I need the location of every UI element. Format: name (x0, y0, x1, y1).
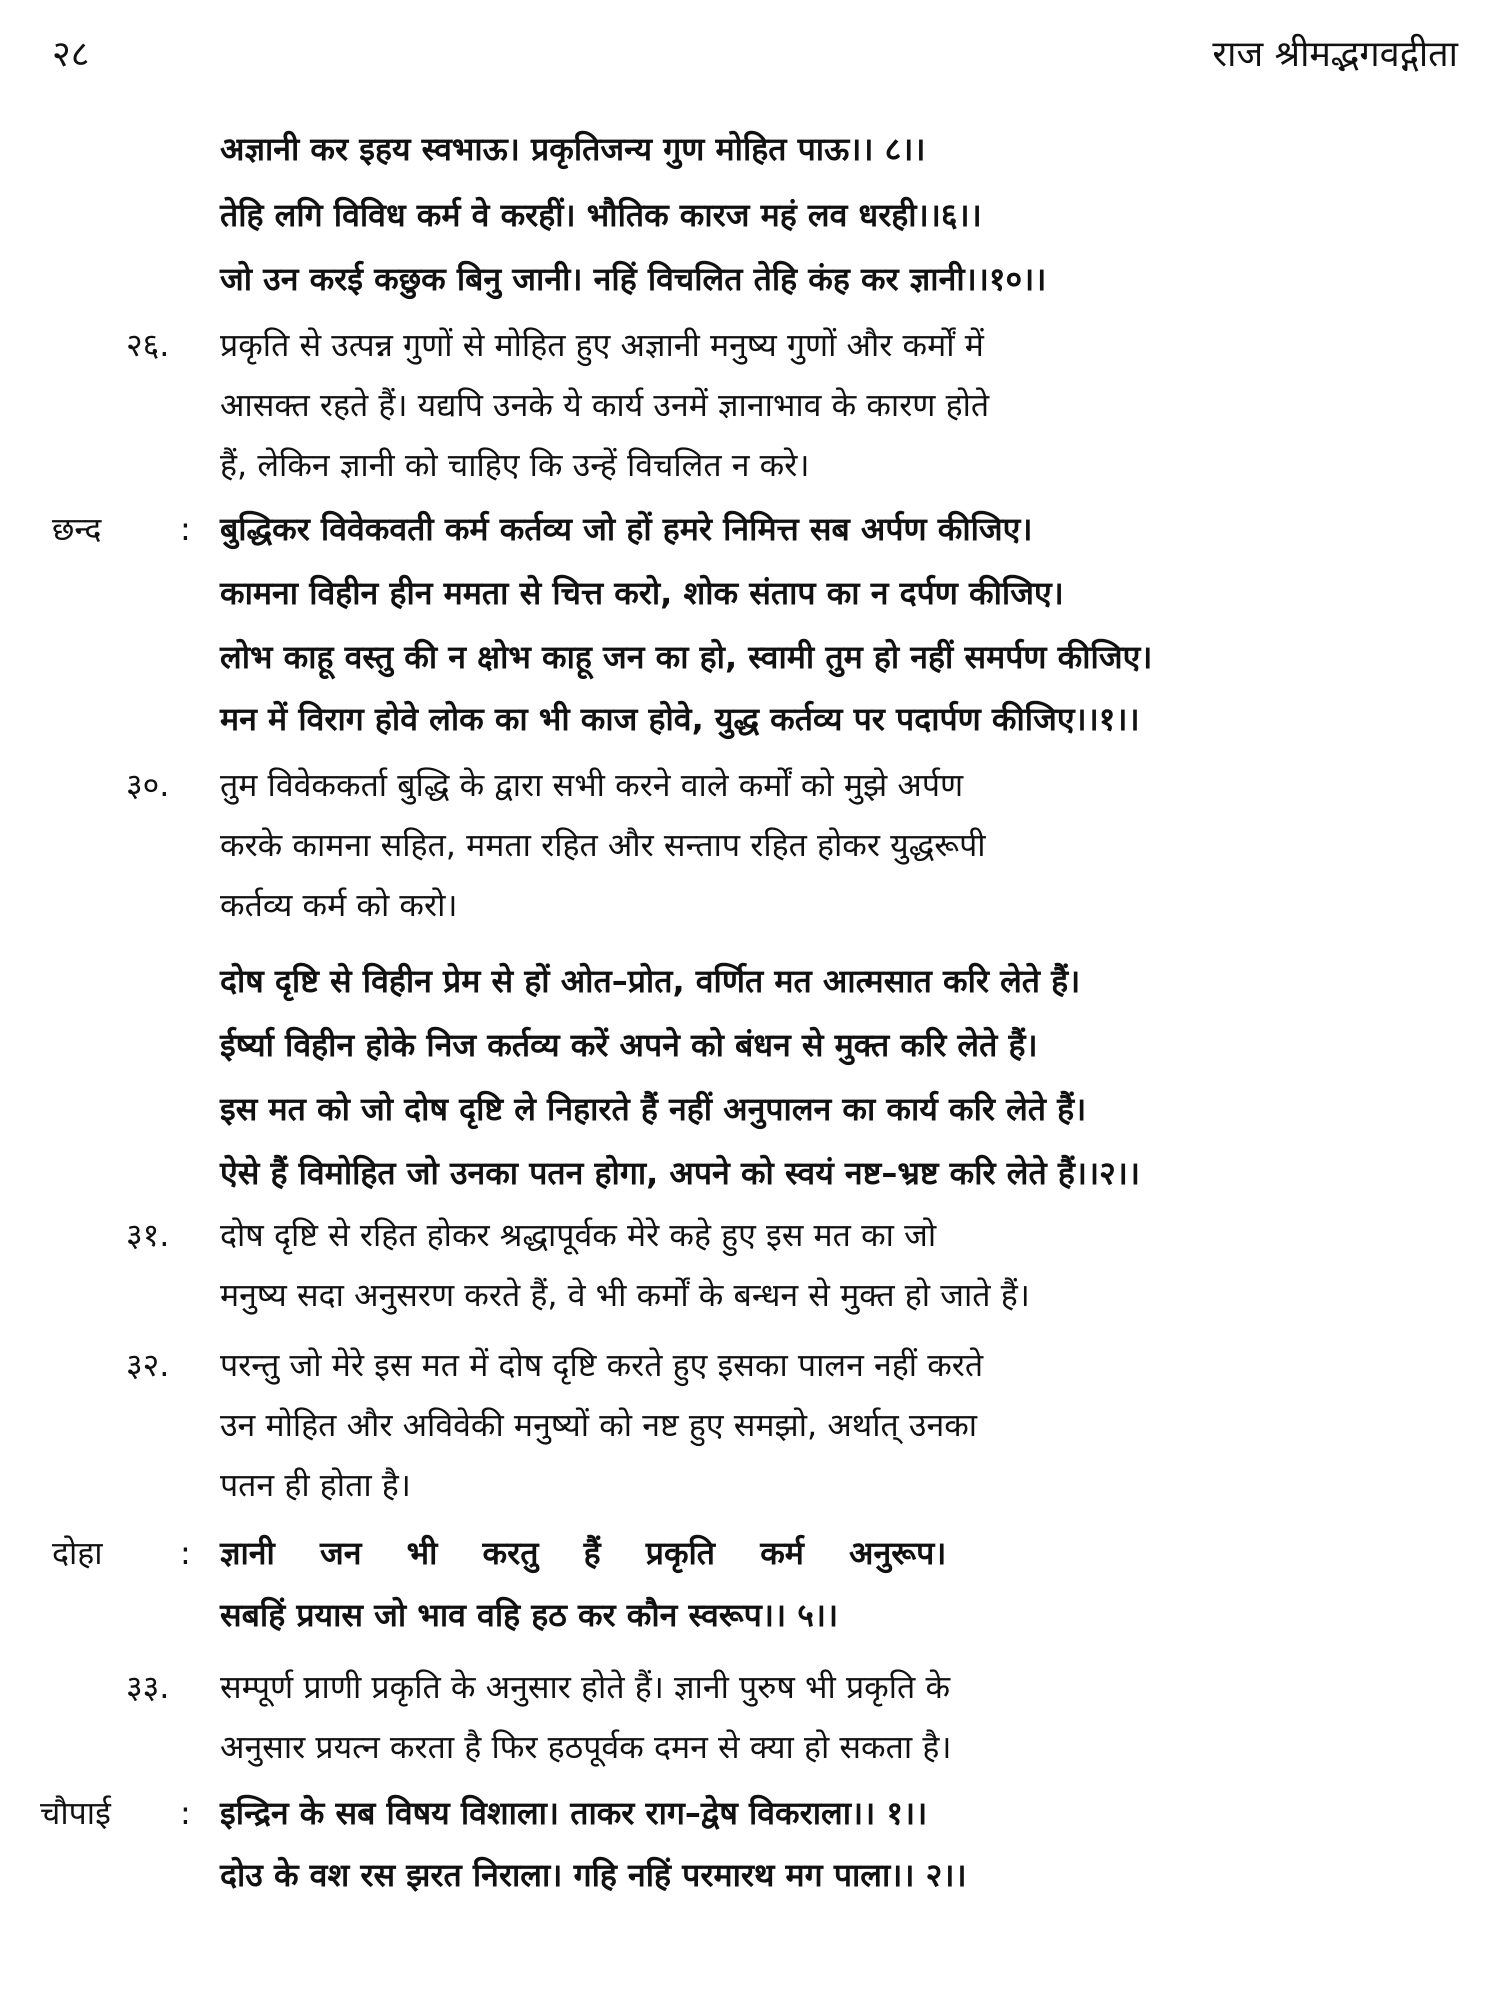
para-30-line-1: तुम विवेककर्ता बुद्धि के द्वारा सभी करने वाले कर्मों को मुझे अर्पण (220, 766, 964, 804)
para-32-line-1: परन्तु जो मेरे इस मत में दोष दृष्टि करते हुए इसका पालन नहीं करते (220, 1346, 984, 1384)
chaupai-colon: : (180, 1794, 191, 1832)
chhand2-line-1: दोष दृष्टि से विहीन प्रेम से हों ओत–प्रोत, वर्णित मत आत्मसात करि लेते हैं। (220, 962, 1081, 1000)
chhand-label: छन्द (52, 510, 102, 548)
chhand2-line-2: ईर्ष्या विहीन होके निज कर्तव्य करें अपने को बंधन से मुक्त करि लेते हैं। (220, 1026, 1038, 1064)
para-32-line-3: पतन ही होता है। (220, 1466, 411, 1504)
chaupai-line-1: इन्द्रिन के सब विषय विशाला। ताकर राग–द्वेष विकराला।। १।। (220, 1794, 928, 1832)
para-33-line-2: अनुसार प्रयत्न करता है फिर हठपूर्वक दमन से क्या हो सकता है। (220, 1728, 952, 1766)
chhand2-line-4: ऐसे हैं विमोहित जो उनका पतन होगा, अपने को स्वयं नष्ट–भ्रष्ट करि लेते हैं।।२।। (220, 1154, 1140, 1192)
para-number-29: २६. (126, 326, 170, 364)
chhand-line-1: बुद्धिकर विवेकवती कर्म कर्तव्य जो हों हमरे निमित्त सब अर्पण कीजिए। (220, 510, 1033, 548)
para-32-line-2: उन मोहित और अविवेकी मनुष्यों को नष्ट हुए समझो, अर्थात् उनका (220, 1406, 978, 1444)
page-header (52, 30, 1458, 80)
para-number-30: ३०. (126, 766, 170, 804)
page-number: २८ (52, 34, 90, 75)
para-29-line-1: प्रकृति से उत्पन्न गुणों से मोहित हुए अज्ञानी मनुष्य गुणों और कर्मों में (220, 326, 984, 364)
chhand-line-3: लोभ काहू वस्तु की न क्षोभ काहू जन का हो, स्वामी तुम हो नहीं समर्पण कीजिए। (220, 638, 1153, 676)
doha-line-1: ज्ञानी जन भी करतु हैं प्रकृति कर्म अनुरूप। (220, 1534, 947, 1572)
para-number-31: ३१. (126, 1216, 170, 1254)
verse-line-1: अज्ञानी कर इहय स्वभाऊ। प्रकृतिजन्य गुण मोहित पाऊ।। ८।। (220, 130, 926, 168)
doha-colon: : (180, 1534, 191, 1572)
chhand-line-4: मन में विराग होवे लोक का भी काज होवे, युद्ध कर्तव्य पर पदार्पण कीजिए।।१।। (220, 700, 1140, 738)
chaupai-label: चौपाई (40, 1794, 111, 1832)
verse-line-3: जो उन करई कछुक बिनु जानी। नहिं विचलित तेहि कंह कर ज्ञानी।।१०।। (220, 260, 1047, 298)
para-30-line-2: करके कामना सहित, ममता रहित और सन्ताप रहित होकर युद्धरूपी (220, 826, 986, 864)
doha-label: दोहा (52, 1534, 103, 1572)
chhand2-line-3: इस मत को जो दोष दृष्टि ले निहारते हैं नहीं अनुपालन का कार्य करि लेते हैं। (220, 1090, 1087, 1128)
para-29-line-2: आसक्त रहते हैं। यद्यपि उनके ये कार्य उनमें ज्ञानाभाव के कारण होते (220, 386, 990, 424)
chaupai-line-2: दोउ के वश रस झरत निराला। गहि नहिं परमारथ मग पाला।। २।। (220, 1856, 967, 1894)
chhand-colon: : (180, 510, 191, 548)
doha-line-2: सबहिं प्रयास जो भाव वहि हठ कर कौन स्वरूप।। ५।। (220, 1596, 839, 1634)
para-33-line-1: सम्पूर्ण प्राणी प्रकृति के अनुसार होते हैं। ज्ञानी पुरुष भी प्रकृति के (220, 1668, 951, 1706)
para-number-32: ३२. (126, 1346, 170, 1384)
para-number-33: ३३. (126, 1668, 170, 1706)
para-31-line-2: मनुष्य सदा अनुसरण करते हैं, वे भी कर्मों के बन्धन से मुक्त हो जाते हैं। (220, 1276, 1030, 1314)
running-title: राज श्रीमद्भगवद्गीता (1212, 34, 1458, 75)
para-30-line-3: कर्तव्य कर्म को करो। (220, 886, 458, 924)
para-29-line-3: हैं, लेकिन ज्ञानी को चाहिए कि उन्हें विचलित न करे। (220, 446, 810, 484)
chhand-line-2: कामना विहीन हीन ममता से चित्त करो, शोक संताप का न दर्पण कीजिए। (220, 574, 1064, 612)
para-31-line-1: दोष दृष्टि से रहित होकर श्रद्धापूर्वक मेरे कहे हुए इस मत का जो (220, 1216, 937, 1254)
verse-line-2: तेहि लगि विविध कर्म वे करहीं। भौतिक कारज महं लव धरही।।६।। (220, 196, 982, 234)
